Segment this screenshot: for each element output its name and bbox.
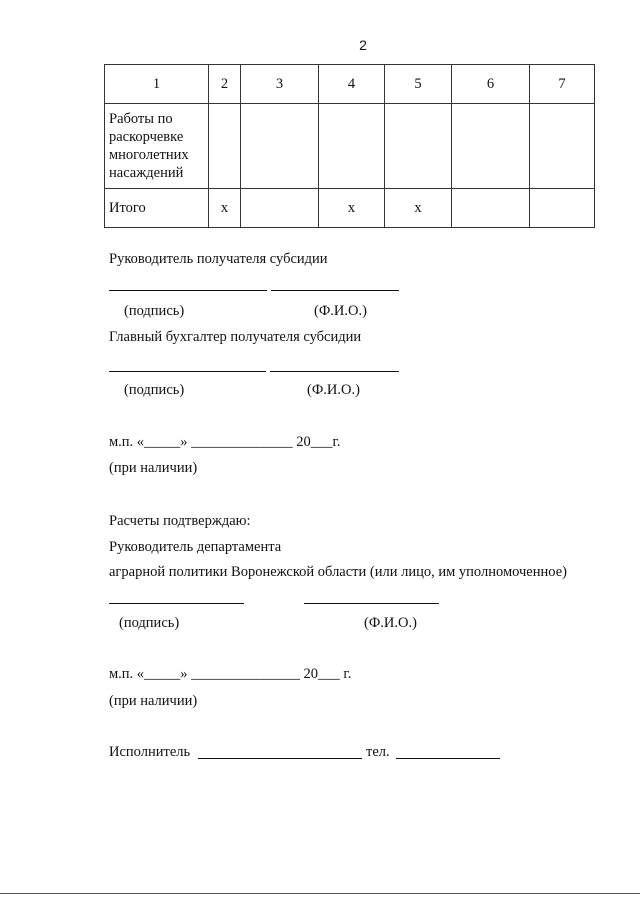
signature-line [109,290,267,291]
phone-label: тел. [366,744,390,760]
table-cell [241,189,319,228]
page-bottom-rule [0,893,640,894]
table-header-cell: 2 [209,65,241,104]
table-total-row [105,189,595,228]
phone-line [396,758,500,759]
table-cell [452,189,530,228]
name-caption: (Ф.И.О.) [364,615,417,631]
page-number: 2 [359,37,367,53]
executor-line [198,758,362,759]
name-caption: (Ф.И.О.) [307,382,360,398]
table-cell [385,104,452,189]
confirmation-heading: Расчеты подтверждаю: [109,513,251,529]
stamp-note: (при наличии) [109,460,198,476]
department-head-label: Руководитель департамента [109,539,282,555]
accountant-label: Главный бухгалтер получателя субсидии [109,329,362,345]
table-cell [209,104,241,189]
table-header-cell: 1 [105,65,209,104]
name-caption: (Ф.И.О.) [314,303,367,319]
name-line [270,371,399,372]
signature-line [109,371,266,372]
signature-line [109,603,244,604]
table-row [105,104,595,189]
table-cell: х [385,189,452,228]
table-header-cell: 5 [385,65,452,104]
table-header-cell: 7 [530,65,595,104]
stamp-note: (при наличии) [109,693,198,709]
executor-label: Исполнитель [109,744,191,760]
signature-caption: (подпись) [119,615,180,631]
name-line [304,603,439,604]
table-cell: х [319,189,385,228]
table-cell: х [209,189,241,228]
table-header-cell: 4 [319,65,385,104]
signature-caption: (подпись) [124,303,185,319]
stamp-date-line: м.п. «_____» _______________ 20___ г. [109,666,352,682]
name-line [271,290,399,291]
department-line: аграрной политики Воронежской области (или лицо, им уполномоченное) [109,564,567,580]
table-cell: Работы по раскорчевке многолетних насаждений [105,104,209,189]
table-cell [319,104,385,189]
table-header-cell: 6 [452,65,530,104]
table-cell [530,189,595,228]
table-cell: Итого [105,189,209,228]
table-header-row [105,65,595,104]
table-cell [241,104,319,189]
table-cell [530,104,595,189]
table-cell [452,104,530,189]
stamp-date-line: м.п. «_____» ______________ 20___г. [109,434,341,450]
signature-caption: (подпись) [124,382,185,398]
subsidy-table [104,64,595,228]
table-header-cell: 3 [241,65,319,104]
recipient-head-label: Руководитель получателя субсидии [109,251,328,267]
